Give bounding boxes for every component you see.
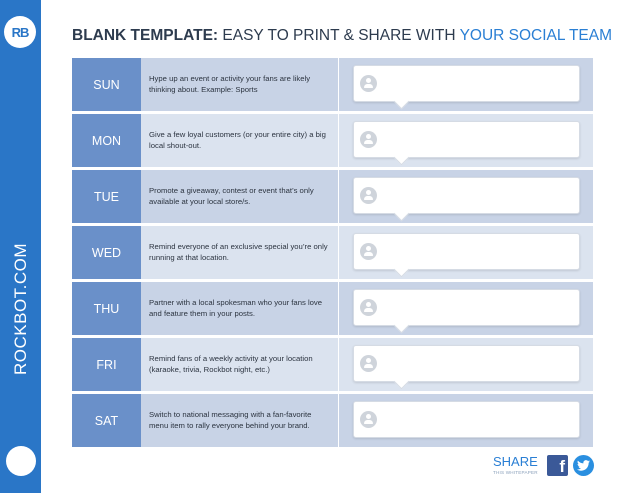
title-middle: EASY TO PRINT & SHARE WITH [218,27,460,44]
post-placeholder-cell [338,170,593,223]
day-description: Partner with a local spokesman who your fans love and feature them in your posts. [141,282,338,335]
day-description: Hype up an event or activity your fans are likely thinking about. Example: Sports [141,58,338,111]
weekly-schedule-table [72,58,593,450]
brand-vertical-text: ROCKBOT.COM [11,242,30,375]
table-row [72,338,593,394]
post-card[interactable] [353,177,580,214]
day-description: Remind fans of a weekly activity at your location (karaoke, trivia, Rockbot night, etc.) [141,338,338,391]
speech-notch [394,374,410,390]
sidebar [0,0,41,493]
day-label: TUE [72,170,141,223]
post-placeholder-cell [338,282,593,335]
day-label: SAT [72,394,141,447]
avatar-icon [360,355,377,372]
post-placeholder-cell [338,114,593,167]
avatar-icon [360,75,377,92]
day-label: MON [72,114,141,167]
day-description: Remind everyone of an exclusive special you’re only running at that location. [141,226,338,279]
day-description: Promote a giveaway, contest or event that’s only available at your local store/s. [141,170,338,223]
twitter-icon[interactable] [573,455,594,476]
share-label: SHARE [493,454,538,469]
day-label: FRI [72,338,141,391]
speech-notch [394,262,410,278]
avatar-icon [360,243,377,260]
speech-notch [394,94,410,110]
facebook-icon[interactable]: f [547,455,568,476]
post-card[interactable] [353,65,580,102]
table-row [72,394,593,450]
day-label: THU [72,282,141,335]
post-card[interactable] [353,401,580,438]
twitter-bird-glyph [577,460,590,471]
day-label: WED [72,226,141,279]
post-placeholder-cell [338,394,593,447]
decorative-circle [6,446,36,476]
speech-notch [394,206,410,222]
table-row [72,114,593,170]
avatar-icon [360,411,377,428]
speech-notch [394,150,410,166]
table-row [72,226,593,282]
speech-notch [394,318,410,334]
post-placeholder-cell [338,338,593,391]
table-row [72,58,593,114]
table-row [72,282,593,338]
day-description: Give a few loyal customers (or your entire city) a big local shout-out. [141,114,338,167]
avatar-icon [360,299,377,316]
rockbot-logo: RB [4,16,36,48]
avatar-icon [360,131,377,148]
post-card[interactable] [353,345,580,382]
post-card[interactable] [353,289,580,326]
post-placeholder-cell [338,58,593,111]
share-sublabel: THIS WHITEPAPER [493,470,538,475]
post-placeholder-cell [338,226,593,279]
table-row [72,170,593,226]
day-label: SUN [72,58,141,111]
title-lead: BLANK TEMPLATE: [72,27,219,44]
day-description: Switch to national messaging with a fan-favorite menu item to rally everyone behind your brand. [141,394,338,447]
post-card[interactable] [353,121,580,158]
title-highlight: YOUR SOCIAL TEAM [459,27,613,44]
avatar-icon [360,187,377,204]
post-card[interactable] [353,233,580,270]
page-title [72,27,612,45]
